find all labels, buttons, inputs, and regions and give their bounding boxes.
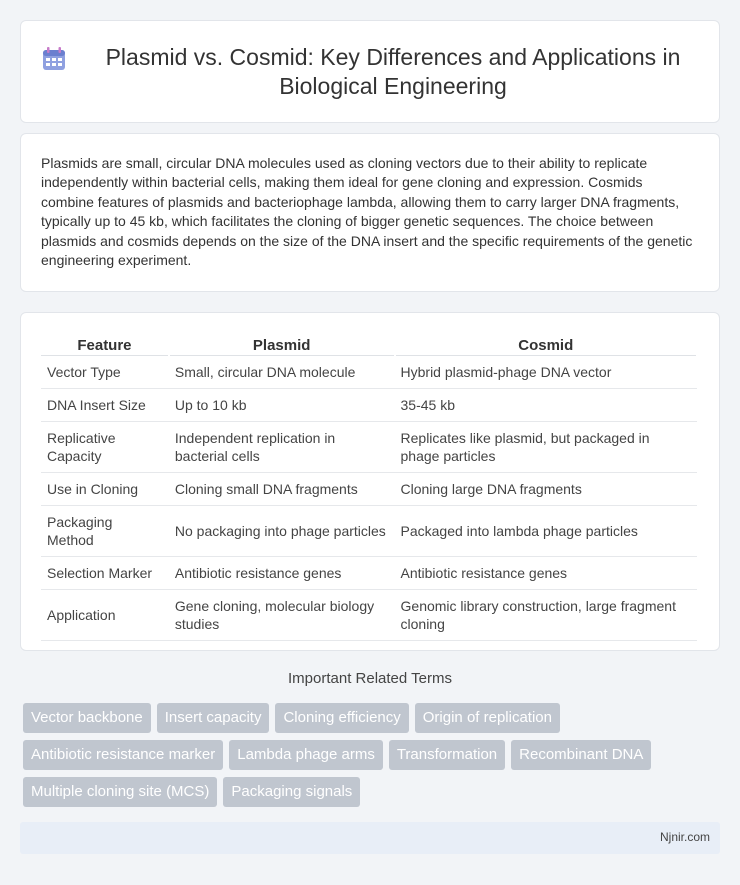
plasmid-cell: Independent replication in bacterial cells bbox=[169, 422, 395, 473]
table-row bbox=[41, 389, 697, 422]
table-row bbox=[41, 422, 697, 473]
related-term-tag[interactable]: Origin of replication bbox=[415, 703, 560, 733]
related-term-tag[interactable]: Recombinant DNA bbox=[511, 740, 651, 770]
header-cosmid: Cosmid bbox=[395, 333, 697, 356]
feature-cell: Packaging Method bbox=[41, 506, 169, 557]
related-term-tag[interactable]: Transformation bbox=[389, 740, 505, 770]
plasmid-cell: No packaging into phage particles bbox=[169, 506, 395, 557]
plasmid-cell: Small, circular DNA molecule bbox=[169, 356, 395, 389]
feature-cell: Selection Marker bbox=[41, 557, 169, 590]
feature-cell: Replicative Capacity bbox=[41, 422, 169, 473]
plasmid-cell: Gene cloning, molecular biology studies bbox=[169, 590, 395, 641]
related-term-tag[interactable]: Cloning efficiency bbox=[275, 703, 408, 733]
feature-cell: Vector Type bbox=[41, 356, 169, 389]
footer-site-link[interactable]: Njnir.com bbox=[659, 830, 710, 844]
header-plasmid: Plasmid bbox=[169, 333, 395, 356]
table-row bbox=[41, 473, 697, 506]
header-feature: Feature bbox=[41, 333, 169, 356]
intro-paragraph: Plasmids are small, circular DNA molecules used as cloning vectors due to their ability to replicate independently within bacterial cells, making them ideal for gene cloning and expression. Cosmids combine features of plasmids and bacteriophage lambda, allowing them to carry larger DNA fragments, typically up to 45 kb, which facilitates the cloning of bigger genetic sequences. The choice between plasmids and cosmids depends on the size of the DNA insert and the specific requirements of the genetic engineering experiment. bbox=[41, 155, 693, 269]
table-row bbox=[41, 356, 697, 389]
page-title: Plasmid vs. Cosmid: Key Differences and Applications in Biological Engineering bbox=[105, 43, 681, 99]
comparison-table-card bbox=[20, 312, 720, 651]
related-term-tag[interactable]: Packaging signals bbox=[223, 777, 360, 807]
cosmid-cell: Packaged into lambda phage particles bbox=[395, 506, 697, 557]
related-term-tag[interactable]: Insert capacity bbox=[157, 703, 270, 733]
footer bbox=[20, 822, 720, 854]
plasmid-cell: Up to 10 kb bbox=[169, 389, 395, 422]
header-card bbox=[20, 20, 720, 123]
cosmid-cell: Antibiotic resistance genes bbox=[395, 557, 697, 590]
comparison-table bbox=[41, 333, 698, 641]
cosmid-cell: Cloning large DNA fragments bbox=[395, 473, 697, 506]
feature-cell: Use in Cloning bbox=[41, 473, 169, 506]
related-term-tag[interactable]: Lambda phage arms bbox=[229, 740, 383, 770]
plasmid-cell: Cloning small DNA fragments bbox=[169, 473, 395, 506]
related-term-tag[interactable]: Vector backbone bbox=[23, 703, 151, 733]
feature-cell: Application bbox=[41, 590, 169, 641]
cosmid-cell: Hybrid plasmid-phage DNA vector bbox=[395, 356, 697, 389]
feature-cell: DNA Insert Size bbox=[41, 389, 169, 422]
cosmid-cell: Replicates like plasmid, but packaged in phage particles bbox=[395, 422, 697, 473]
table-row bbox=[41, 506, 697, 557]
intro-card bbox=[20, 133, 720, 292]
related-term-tag[interactable]: Antibiotic resistance marker bbox=[23, 740, 223, 770]
table-row bbox=[41, 557, 697, 590]
calendar-grid-icon bbox=[41, 46, 67, 72]
table-header-row bbox=[41, 333, 697, 356]
cosmid-cell: Genomic library construction, large fragment cloning bbox=[395, 590, 697, 641]
plasmid-cell: Antibiotic resistance genes bbox=[169, 557, 395, 590]
related-terms-list bbox=[23, 703, 723, 807]
related-term-tag[interactable]: Multiple cloning site (MCS) bbox=[23, 777, 217, 807]
related-terms-title: Important Related Terms bbox=[288, 670, 452, 687]
table-row bbox=[41, 590, 697, 641]
cosmid-cell: 35-45 kb bbox=[395, 389, 697, 422]
